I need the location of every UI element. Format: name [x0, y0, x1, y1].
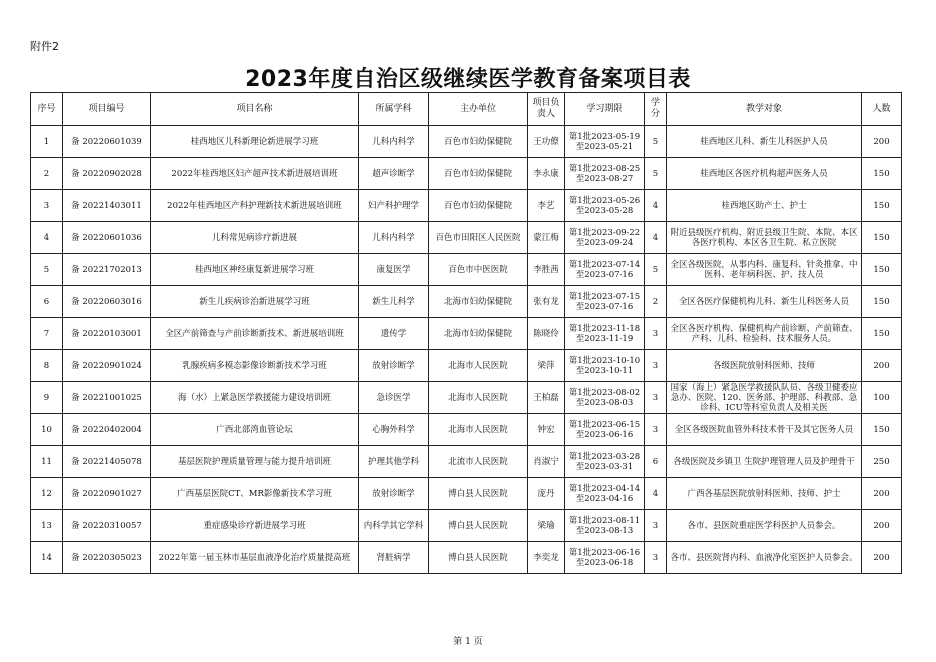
- cell-host: 北海市妇幼保健院: [429, 286, 528, 318]
- cell-period: 第1批2023-08-02至2023-08-03: [565, 382, 645, 414]
- cell-subject: 急诊医学: [359, 382, 429, 414]
- cell-subject: 心胸外科学: [359, 414, 429, 446]
- cell-seq: 7: [31, 318, 63, 350]
- cell-count: 150: [862, 414, 902, 446]
- cell-code: 备 20220305023: [63, 542, 151, 574]
- cell-leader: 李胜茜: [528, 254, 565, 286]
- cell-target: 桂西地区各医疗机构超声医务人员: [667, 158, 862, 190]
- table-row: [31, 222, 902, 254]
- cell-code: 备 20220601036: [63, 222, 151, 254]
- cell-target: 广西各基层医院放射科医师、技师、护士: [667, 478, 862, 510]
- cell-count: 150: [862, 158, 902, 190]
- cell-leader: 钟宏: [528, 414, 565, 446]
- cell-seq: 6: [31, 286, 63, 318]
- cell-target: 各市、县医院重症医学科医护人员参会。: [667, 510, 862, 542]
- cell-host: 北海市人民医院: [429, 382, 528, 414]
- cell-period: 第1批2023-03-28至2023-03-31: [565, 446, 645, 478]
- cell-count: 150: [862, 318, 902, 350]
- cell-target: 各级医院及乡镇卫 生院护理管理人员及护理骨干: [667, 446, 862, 478]
- cell-subject: 儿科内科学: [359, 222, 429, 254]
- cell-count: 150: [862, 190, 902, 222]
- cell-subject: 肾脏病学: [359, 542, 429, 574]
- table-row: [31, 542, 902, 574]
- attachment-label: 附件2: [30, 40, 59, 53]
- cell-credit: 4: [645, 190, 667, 222]
- header-count: 人数: [862, 93, 902, 126]
- cell-count: 150: [862, 286, 902, 318]
- cell-count: 100: [862, 382, 902, 414]
- cell-credit: 3: [645, 382, 667, 414]
- cell-host: 北海市妇幼保健院: [429, 318, 528, 350]
- cell-code: 备 20221403011: [63, 190, 151, 222]
- cell-code: 备 20220901024: [63, 350, 151, 382]
- cell-seq: 2: [31, 158, 63, 190]
- cell-name: 桂西地区神经康复新进展学习班: [151, 254, 359, 286]
- header-period: 学习期限: [565, 93, 645, 126]
- table-header-row: [31, 93, 902, 126]
- table-row: [31, 126, 902, 158]
- cell-code: 备 20221702013: [63, 254, 151, 286]
- table-row: [31, 446, 902, 478]
- cell-subject: 新生儿科学: [359, 286, 429, 318]
- cell-count: 250: [862, 446, 902, 478]
- cell-period: 第1批2023-04-14至2023-04-16: [565, 478, 645, 510]
- cell-leader: 陈晓伶: [528, 318, 565, 350]
- cell-credit: 5: [645, 254, 667, 286]
- cell-subject: 儿科内科学: [359, 126, 429, 158]
- cell-subject: 超声诊断学: [359, 158, 429, 190]
- cell-leader: 张有龙: [528, 286, 565, 318]
- cell-name: 2022年第一届玉林市基层血液净化治疗质量提高班: [151, 542, 359, 574]
- cell-period: 第1批2023-07-15至2023-07-16: [565, 286, 645, 318]
- cell-leader: 李艺: [528, 190, 565, 222]
- cell-seq: 5: [31, 254, 63, 286]
- cell-leader: 王柏磊: [528, 382, 565, 414]
- page-number: 第 1 页: [453, 637, 483, 647]
- cell-host: 百色市妇幼保健院: [429, 158, 528, 190]
- cell-count: 200: [862, 478, 902, 510]
- table-row: [31, 478, 902, 510]
- cell-name: 全区产前筛查与产前诊断新技术、新进展培训班: [151, 318, 359, 350]
- cell-name: 重症感染诊疗新进展学习班: [151, 510, 359, 542]
- header-target: 教学对象: [667, 93, 862, 126]
- cell-seq: 14: [31, 542, 63, 574]
- cell-credit: 3: [645, 542, 667, 574]
- cell-seq: 1: [31, 126, 63, 158]
- cell-host: 博白县人民医院: [429, 542, 528, 574]
- cell-code: 备 20220310057: [63, 510, 151, 542]
- cell-period: 第1批2023-09-22至2023-09-24: [565, 222, 645, 254]
- cell-period: 第1批2023-11-18至2023-11-19: [565, 318, 645, 350]
- cell-leader: 庞丹: [528, 478, 565, 510]
- cell-period: 第1批2023-10-10至2023-10-11: [565, 350, 645, 382]
- cell-target: 全区各级医院血管外科技术骨干及其它医务人员: [667, 414, 862, 446]
- cell-host: 博白县人民医院: [429, 478, 528, 510]
- cell-name: 广西北部湾血管论坛: [151, 414, 359, 446]
- cell-host: 百色市妇幼保健院: [429, 126, 528, 158]
- cell-host: 北海市人民医院: [429, 414, 528, 446]
- table-row: [31, 414, 902, 446]
- cell-target: 全区各医疗机构、保健机构产前诊断、产前筛查、产科、儿科、检验科、技术服务人员。: [667, 318, 862, 350]
- cell-seq: 4: [31, 222, 63, 254]
- cell-code: 备 20220601039: [63, 126, 151, 158]
- table-row: [31, 350, 902, 382]
- cell-subject: 遗传学: [359, 318, 429, 350]
- cell-seq: 12: [31, 478, 63, 510]
- cell-period: 第1批2023-07-14至2023-07-16: [565, 254, 645, 286]
- cell-period: 第1批2023-05-19至2023-05-21: [565, 126, 645, 158]
- header-leader: 项目负责人: [528, 93, 565, 126]
- cell-code: 备 20220402004: [63, 414, 151, 446]
- cell-name: 2022年桂西地区妇产超声技术新进展培训班: [151, 158, 359, 190]
- table-body: [31, 126, 902, 574]
- cell-period: 第1批2023-05-26至2023-05-28: [565, 190, 645, 222]
- cell-name: 广西基层医院CT、MR影像新技术学习班: [151, 478, 359, 510]
- cell-credit: 5: [645, 126, 667, 158]
- cell-subject: 康复医学: [359, 254, 429, 286]
- cell-count: 150: [862, 222, 902, 254]
- cell-code: 备 20220902028: [63, 158, 151, 190]
- cell-credit: 2: [645, 286, 667, 318]
- cell-subject: 护理其他学科: [359, 446, 429, 478]
- cell-count: 200: [862, 542, 902, 574]
- cell-count: 200: [862, 510, 902, 542]
- cell-subject: 妇产科护理学: [359, 190, 429, 222]
- cell-name: 海（水）上紧急医学救援能力建设培训班: [151, 382, 359, 414]
- table-row: [31, 158, 902, 190]
- cell-target: 附近县级医疗机构、附近县级卫生院、本院、本区各医疗机构、本区各卫生院、私立医院: [667, 222, 862, 254]
- cell-seq: 10: [31, 414, 63, 446]
- page-title: 2023年度自治区级继续医学教育备案项目表: [245, 67, 691, 92]
- table-row: [31, 382, 902, 414]
- cell-host: 百色市田阳区人民医院: [429, 222, 528, 254]
- cell-host: 百色市中医医院: [429, 254, 528, 286]
- cell-leader: 肖淑宁: [528, 446, 565, 478]
- cell-target: 各级医院放射科医师、技师: [667, 350, 862, 382]
- cell-target: 国家（海上）紧急医学救援队队员、各级卫健委应急办、医院、120、医务部、护理部、科教部、急诊科、ICU等科室负责人及相关医: [667, 382, 862, 414]
- cell-leader: 梁瑜: [528, 510, 565, 542]
- cell-seq: 9: [31, 382, 63, 414]
- cell-seq: 13: [31, 510, 63, 542]
- cell-credit: 4: [645, 478, 667, 510]
- cell-target: 全区各级医院，从事内科、康复科、针灸推拿、中医科、老年病科医、护、技人员: [667, 254, 862, 286]
- cell-count: 200: [862, 126, 902, 158]
- cell-name: 2022年桂西地区产科护理新技术新进展培训班: [151, 190, 359, 222]
- cell-period: 第1批2023-06-16至2023-06-18: [565, 542, 645, 574]
- cell-name: 基层医院护理质量管理与能力提升培训班: [151, 446, 359, 478]
- cell-credit: 3: [645, 414, 667, 446]
- table-row: [31, 254, 902, 286]
- header-host: 主办单位: [429, 93, 528, 126]
- cell-leader: 梁萍: [528, 350, 565, 382]
- cell-subject: 放射诊断学: [359, 478, 429, 510]
- cell-host: 北流市人民医院: [429, 446, 528, 478]
- header-seq: 序号: [31, 93, 63, 126]
- cell-code: 备 20220603016: [63, 286, 151, 318]
- cell-name: 新生儿疾病诊治新进展学习班: [151, 286, 359, 318]
- cell-name: 儿科常见病诊疗新进展: [151, 222, 359, 254]
- cell-code: 备 20221405078: [63, 446, 151, 478]
- cell-leader: 蒙江梅: [528, 222, 565, 254]
- cell-leader: 李永康: [528, 158, 565, 190]
- cell-period: 第1批2023-08-11至2023-08-13: [565, 510, 645, 542]
- cell-code: 备 20221001025: [63, 382, 151, 414]
- cell-count: 200: [862, 350, 902, 382]
- cell-name: 乳腺疾病多模态影像诊断新技术学习班: [151, 350, 359, 382]
- cell-leader: 李奕龙: [528, 542, 565, 574]
- cell-credit: 4: [645, 222, 667, 254]
- cell-code: 备 20220103001: [63, 318, 151, 350]
- cell-target: 各市、县医院肾内科、血液净化室医护人员参会。: [667, 542, 862, 574]
- table-row: [31, 510, 902, 542]
- cell-credit: 3: [645, 510, 667, 542]
- cell-target: 桂西地区助产士、护士: [667, 190, 862, 222]
- cell-credit: 3: [645, 350, 667, 382]
- cell-period: 第1批2023-06-15至2023-06-16: [565, 414, 645, 446]
- table-row: [31, 286, 902, 318]
- cell-host: 百色市妇幼保健院: [429, 190, 528, 222]
- header-credit: 学分: [645, 93, 667, 126]
- cell-target: 桂西地区儿科、新生儿科医护人员: [667, 126, 862, 158]
- table-row: [31, 318, 902, 350]
- cell-subject: 内科学其它学科: [359, 510, 429, 542]
- cell-seq: 11: [31, 446, 63, 478]
- header-code: 项目编号: [63, 93, 151, 126]
- cell-seq: 8: [31, 350, 63, 382]
- cell-target: 全区各医疗保健机构儿科、新生儿科医务人员: [667, 286, 862, 318]
- cell-seq: 3: [31, 190, 63, 222]
- cell-credit: 3: [645, 318, 667, 350]
- cell-credit: 6: [645, 446, 667, 478]
- project-table: [30, 92, 902, 574]
- header-name: 项目名称: [151, 93, 359, 126]
- cell-host: 博白县人民医院: [429, 510, 528, 542]
- cell-leader: 王功僚: [528, 126, 565, 158]
- cell-code: 备 20220901027: [63, 478, 151, 510]
- table-row: [31, 190, 902, 222]
- cell-count: 150: [862, 254, 902, 286]
- cell-host: 北海市人民医院: [429, 350, 528, 382]
- cell-credit: 5: [645, 158, 667, 190]
- cell-period: 第1批2023-08-25至2023-08-27: [565, 158, 645, 190]
- cell-name: 桂西地区儿科新理论新进展学习班: [151, 126, 359, 158]
- cell-subject: 放射诊断学: [359, 350, 429, 382]
- header-subject: 所属学科: [359, 93, 429, 126]
